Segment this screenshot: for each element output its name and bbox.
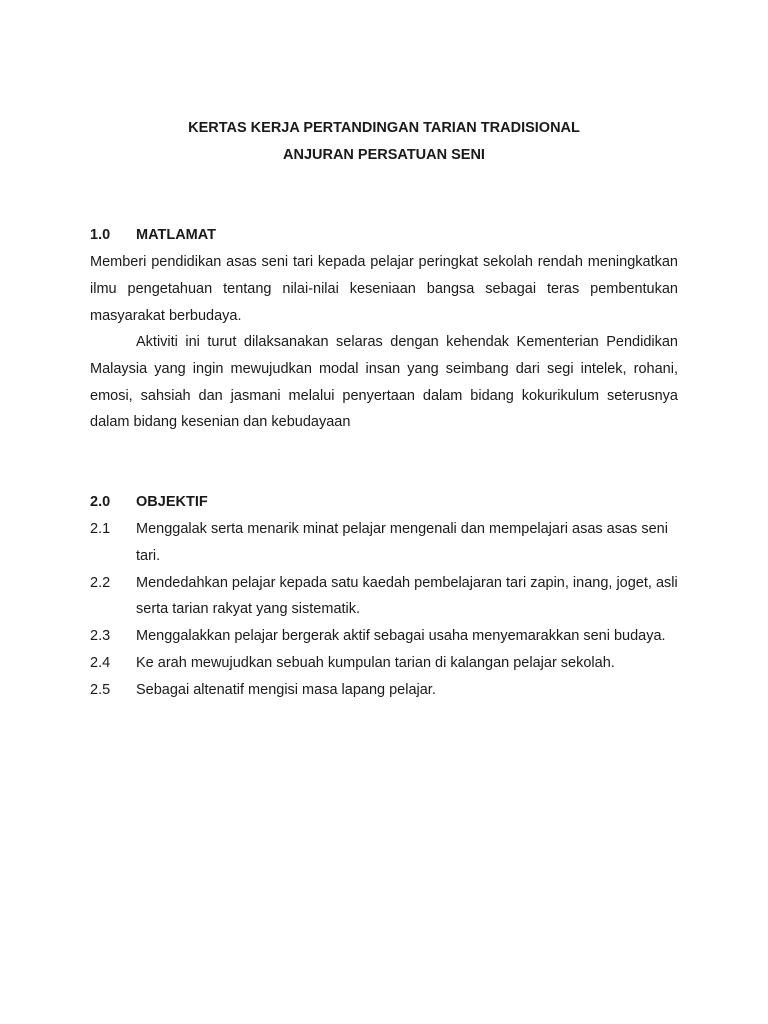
objective-text: Menggalak serta menarik minat pelajar mengenali dan mempelajari asas asas seni tari. [136,521,668,564]
section1-title: MATLAMAT [136,227,216,243]
objectives-list [90,516,690,704]
section1-number: 1.0 [90,227,111,243]
section2-number: 2.0 [90,494,111,510]
list-item [90,570,690,624]
objective-text: Ke arah mewujudkan sebuah kumpulan tarian di kalangan pelajar sekolah. [136,654,615,671]
objective-number: 2.1 [90,521,111,537]
objective-text: Mendedahkan pelajar kepada satu kaedah pembelajaran tari zapin, inang, joget, asli serta tarian rakyat yang sistematik. [136,574,678,618]
objective-number: 2.2 [90,574,111,591]
objective-text: Sebagai altenatif mengisi masa lapang pelajar. [136,681,436,698]
objective-number: 2.4 [90,654,111,671]
document-title-line2: ANJURAN PERSATUAN SENI [283,147,485,163]
section2-title: OBJEKTIF [136,494,208,510]
section2-heading [90,494,208,510]
objective-text: Menggalakkan pelajar bergerak aktif sebagai usaha menyemarakkan seni budaya. [136,628,666,645]
list-item [90,677,690,704]
objective-number: 2.5 [90,681,111,698]
list-item [90,650,690,677]
list-item [90,623,690,650]
section1-paragraph2: Aktiviti ini turut dilaksanakan selaras dengan kehendak Kementerian Pendidikan Malaysia yang ingin mewujudkan modal insan yang seimbang dari segi intelek, rohani, emosi, sahsiah dan jasmani melalui penyertaan dalam bidang kokurikulum seterusnya dalam bidang kesenian dan kebudayaan [90,334,678,431]
objective-number: 2.3 [90,628,111,645]
section1-paragraph1: Memberi pendidikan asas seni tari kepada pelajar peringkat sekolah rendah meningkatkan ilmu pengetahuan tentang nilai-nilai keseniaan bangsa sebagai teras pembentukan masyarakat berbudaya. [90,254,678,324]
document-title-line1: KERTAS KERJA PERTANDINGAN TARIAN TRADISIONAL [188,120,580,136]
section1-heading [90,227,216,243]
list-item [90,516,690,570]
